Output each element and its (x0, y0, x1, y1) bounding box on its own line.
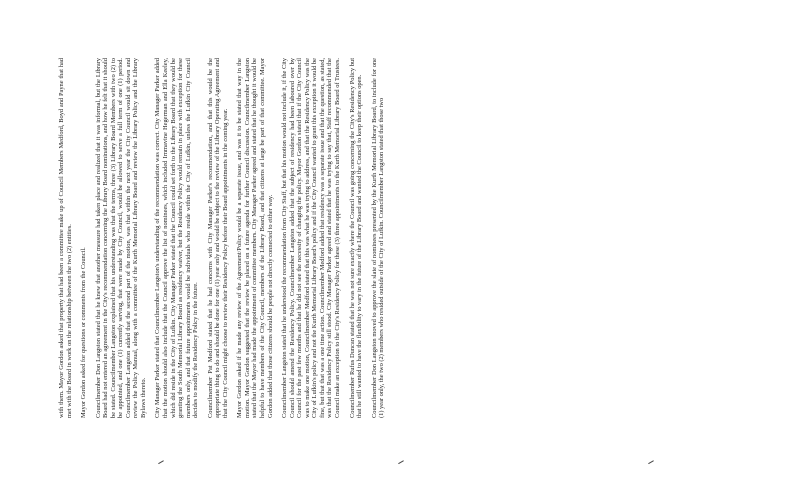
paragraph-5: Councilmember Pat Medford stated that he had concerns with City Manager Parker's recommendation, and that this would be the appropriate thing to do and should be done for one (1) year only and would be subject to the review of the Library Operating Agreement and that the City Council might choose to review their Residency Policy before their Board appointments in the coming year. (206, 58, 229, 418)
text-column (58, 58, 393, 418)
margin-mark (158, 460, 165, 466)
paragraph-6: Mayor Gordon asked if he made any review of the Agreement/Policy would be a separate issue, and was it to be stated that way in the motion. Mayor Gordon suggested that the review be placed on a future agenda for further Council discussion. Councilmember Langston stated that the Mayor had made the appointment of committee members. City Manager Parker agreed and stated that he thought it would be helpful to have members of the City Council, members of the Library Board, and that citizens at large be part of that committee. Mayor Gordon added that those citizens should be people not directly connected to either way. (236, 58, 274, 418)
paragraph-2: Mayor Gordon asked for questions or comments from the Council. (80, 247, 88, 418)
paragraph-9: Councilmember Don Langston moved to approve the slate of nominees presented by the Kurth Memorial Library Board, to include for one (1) year only, the two (2) members who resided outside of the City of Lufkin. Councilmember Langston stated that those two (370, 58, 386, 418)
paragraph-4: City Manager Parker stated that Councilmember Langston's understanding of the recommendation was correct. City Manager Parker added that the motion should also include that the Council approve the list of nominees, which included Irnmavine Hegerman and Ella Keeley, which did reside in the City of Lufkin. City Manager Parker stated that the Council could set forth to the Library Board that they would be granting the South Memorial Library Board as residency waiver, but the Residency Policy would remain in place with exception for these members only, and that future appointments would be individuals who reside within the City of Lufkin, unless the Lufkin City Council decides to modify the Residency Policy in the future. (154, 58, 200, 418)
margin-mark (398, 460, 405, 466)
paragraph-1: with them. Mayor Gordon asked that property that had been a committee make up of Council Members Medford, Boyd and Payne that had met with the Board in work on the relationship between the two (2) entities. (58, 58, 73, 418)
margin-mark (648, 460, 655, 466)
paragraph-3: Councilmember Don Langston stated that he knew that another measure had taken place and realized that it was informal, but the Library Board had not entered an agreement in the City's recommendation concerning the Library Board nominations, and how he felt that it should be stated. Councilmember Langston explained that his understanding was that the terms, three (3) Library Board Members with two (2) to be appointed, and one (1) currently serving, that were made by City Council, would be allowed to serve a full term of one (1) period. Councilmember Langston added that the second part of the motion, was that within the next year the City Council would sit down and review the Policy Manual, along with a committee of the Kurth Memorial Library Board and review the Library Policy and the Library Bylaws thereto. (94, 58, 147, 418)
margin-marks (0, 446, 800, 466)
paragraph-8: Councilmember Rufus Duncan stated that he was not sure exactly where the Council was going concerning the City's Residency Policy but that he still wanted to have the flexibility to vary in the future of the Library Board and wanted the Council to keep their options open. (348, 58, 364, 418)
paragraph-7: Councilmember Langston stated that he understood the recommendation from City Staff, but that his motion would not include it, if the City Council should amend the Residency Policy. Councilmember Langston added that the subject of residency had been laboured over by Council for the past few months and that he did not see the necessity of changing the policy. Mayor Gordon stated that if the City Council was to make one motion, Councilmember Medford stated that this was what he was trying to address, and that the Residency Policy was the City of Lufkin's policy and not the Kurth Memorial Library Board's policy and if the City Council wanted to grant this exception it would be fine, but that that was a one time action. Councilmember Medford added that residency was a separate issue and that the question, as stated, was that the Residency Policy still stood. City Manager Parker agreed and stated that he was trying to say that, Staff recommended that the Council make an exception to the City's Residency Policy for these (3) three appointments to the Kurth Memorial Library Board of Trustees. (281, 57, 341, 418)
